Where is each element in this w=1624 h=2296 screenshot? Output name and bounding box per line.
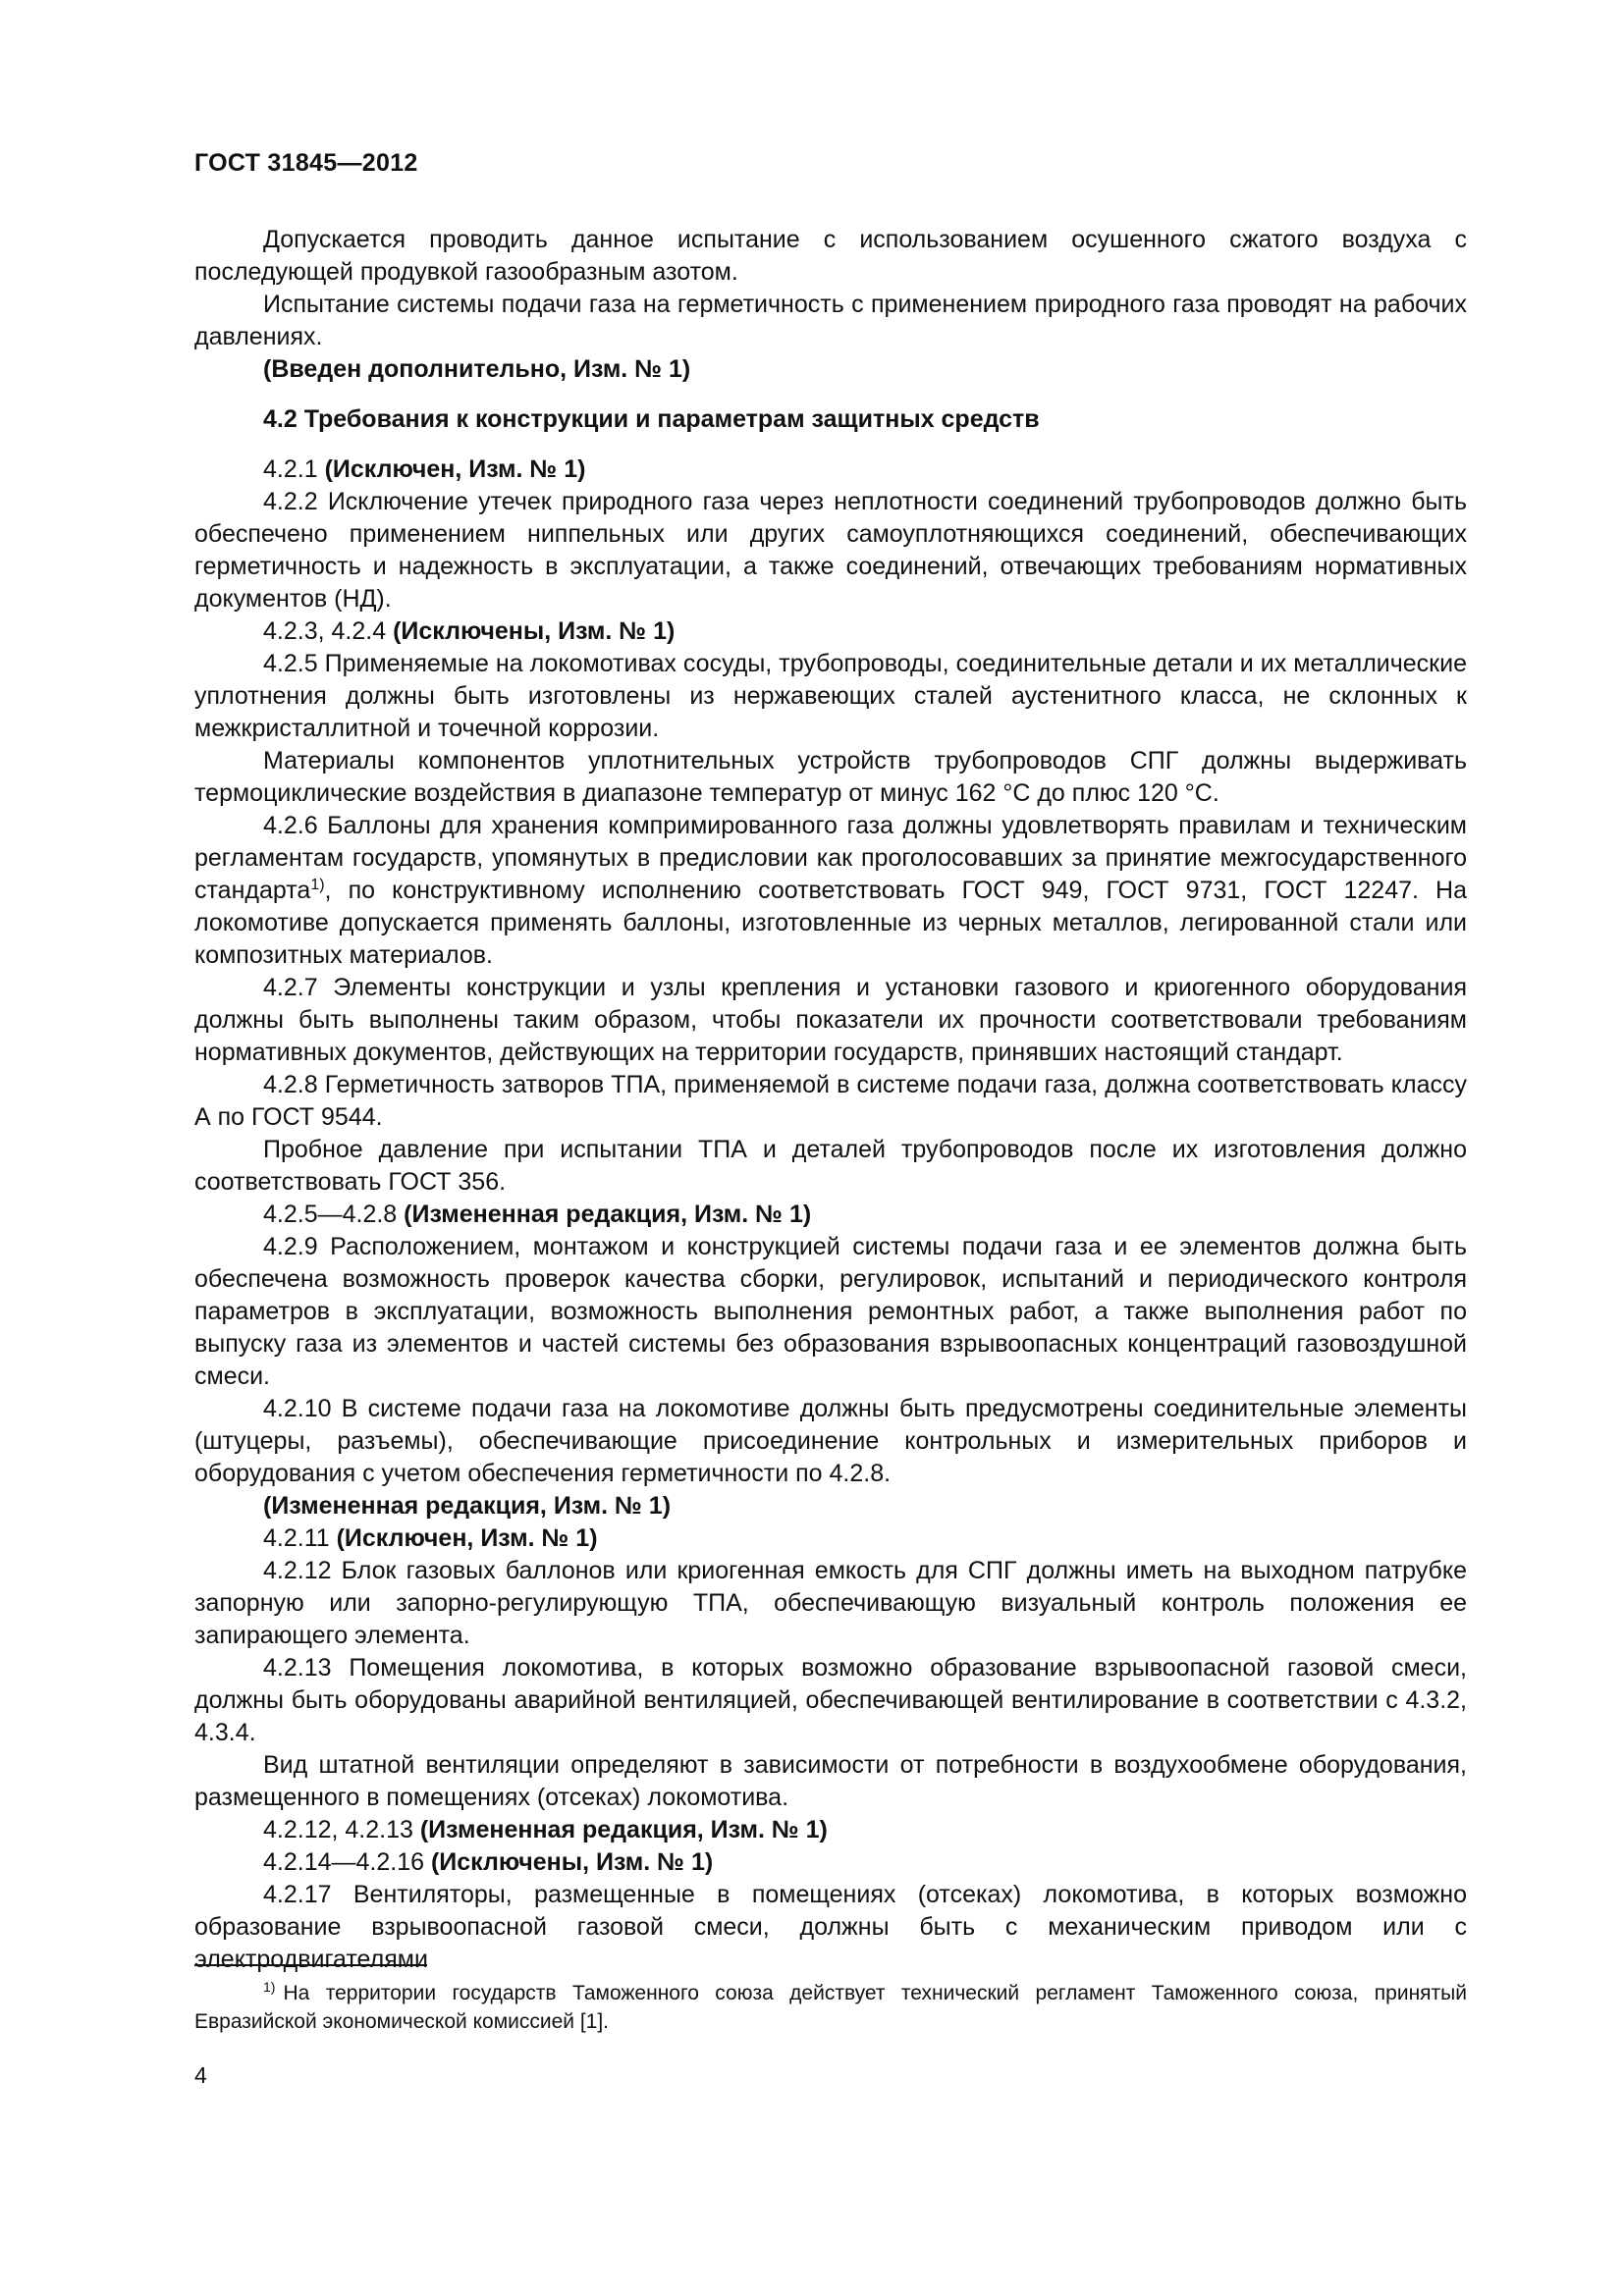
standard-header: ГОСТ 31845—2012: [194, 149, 418, 177]
document-body: [194, 224, 1467, 1976]
paragraph: Материалы компонентов уплотнительных устройств трубопроводов СПГ должны выдерживать термоциклические воздействия в диапазоне температур от минус 162 °С до плюс 120 °С.: [194, 747, 1467, 807]
clause: 4.2.7 Элементы конструкции и узлы крепления и установки газового и криогенного оборудования должны быть выполнены таким образом, чтобы показатели их прочности соответствовали требованиям нормативных документов, действующих на территории государств, принявших настоящий стандарт.: [194, 974, 1467, 1066]
clause: 4.2.11 (Исключен, Изм. № 1): [263, 1524, 598, 1552]
paragraph: Вид штатной вентиляции определяют в зависимости от потребности в воздухообмене оборудования, размещенного в помещениях (отсеках) локомотива.: [194, 1751, 1467, 1811]
footnote-divider: [194, 1964, 427, 1966]
clause: 4.2.14—4.2.16 (Исключены, Изм. № 1): [263, 1848, 714, 1876]
section-heading: 4.2 Требования к конструкции и параметрам защитных средств: [263, 405, 1040, 433]
paragraph: Испытание системы подачи газа на герметичность с применением природного газа проводят на рабочих давлениях.: [194, 291, 1467, 350]
clause: 4.2.1 (Исключен, Изм. № 1): [263, 455, 586, 483]
clause: 4.2.9 Расположением, монтажом и конструкцией системы подачи газа и ее элементов должна быть обеспечена возможность проверок качества сборки, регулировок, испытаний и периодического контроля параметров в эксплуатации, возможность выполнения ремонтных работ, а также выполнения работ по выпуску газа из элементов и частей системы без образования взрывоопасных концентраций газовоздушной смеси.: [194, 1233, 1467, 1390]
amendment-note: (Измененная редакция, Изм. № 1): [263, 1492, 672, 1520]
clause: 4.2.5 Применяемые на локомотивах сосуды, трубопроводы, соединительные детали и их металлические уплотнения должны быть изготовлены из нержавеющих сталей аустенитного класса, не склонных к межкристаллитной и точечной коррозии.: [194, 650, 1467, 742]
clause: 4.2.3, 4.2.4 (Исключены, Изм. № 1): [263, 617, 676, 645]
clause: 4.2.12 Блок газовых баллонов или криогенная емкость для СПГ должны иметь на выходном патрубке запорную или запорно-регулирующую ТПА, обеспечивающую визуальный контроль положения ее запирающего элемента.: [194, 1557, 1467, 1649]
footnote-marker: 1): [263, 1979, 276, 1995]
clause: 4.2.6 Баллоны для хранения компримированного газа должны удовлетворять правилам и техническим регламентам государств, упомянутых в предисловии как проголосовавших за принятие межгосударственного стандарта$^{1)}$, по конструктивному исполнению соответствовать ГОСТ 949, ГОСТ 9731, ГОСТ 12247. На локомотиве допускается применять баллоны, изготовленные из черных металлов, легированной стали или композитных материалов.: [194, 812, 1467, 969]
clause: 4.2.8 Герметичность затворов ТПА, применяемой в системе подачи газа, должна соответствовать классу А по ГОСТ 9544.: [194, 1071, 1467, 1131]
clause: 4.2.5—4.2.8 (Измененная редакция, Изм. № 1): [263, 1201, 812, 1228]
clause: 4.2.12, 4.2.13 (Измененная редакция, Изм. № 1): [263, 1816, 828, 1843]
clause: 4.2.13 Помещения локомотива, в которых возможно образование взрывоопасной газовой смеси, должны быть оборудованы аварийной вентиляцией, обеспечивающей вентилирование в соответствии с 4.3.2, 4.3.4.: [194, 1654, 1467, 1746]
clause: 4.2.2 Исключение утечек природного газа через неплотности соединений трубопроводов должно быть обеспечено применением ниппельных или других самоуплотняющихся соединений, обеспечивающих герметичность и надежность в эксплуатации, а также соединений, отвечающих требованиям нормативных документов (НД).: [194, 488, 1467, 613]
footnote-ref: 1): [310, 877, 325, 893]
footnote: [194, 1979, 1467, 2036]
paragraph: Допускается проводить данное испытание с использованием осушенного сжатого воздуха с последующей продувкой газообразным азотом.: [194, 226, 1467, 286]
clause: 4.2.17 Вентиляторы, размещенные в помещениях (отсеках) локомотива, в которых возможно образование взрывоопасной газовой смеси, должны быть с механическим приводом или с электродвигателями: [194, 1881, 1467, 1973]
clause: 4.2.10 В системе подачи газа на локомотиве должны быть предусмотрены соединительные элементы (штуцеры, разъемы), обеспечивающие присоединение контрольных и измерительных приборов и оборудования с учетом обеспечения герметичности по 4.2.8.: [194, 1395, 1467, 1487]
paragraph: Пробное давление при испытании ТПА и деталей трубопроводов после их изготовления должно соответствовать ГОСТ 356.: [194, 1136, 1467, 1196]
footnote-text: На территории государств Таможенного союза действует технический регламент Таможенного союза, принятый Евразийской экономической комиссией [1].: [194, 1982, 1467, 2033]
amendment-note: (Введен дополнительно, Изм. № 1): [263, 355, 691, 383]
page-number: 4: [194, 2062, 207, 2088]
